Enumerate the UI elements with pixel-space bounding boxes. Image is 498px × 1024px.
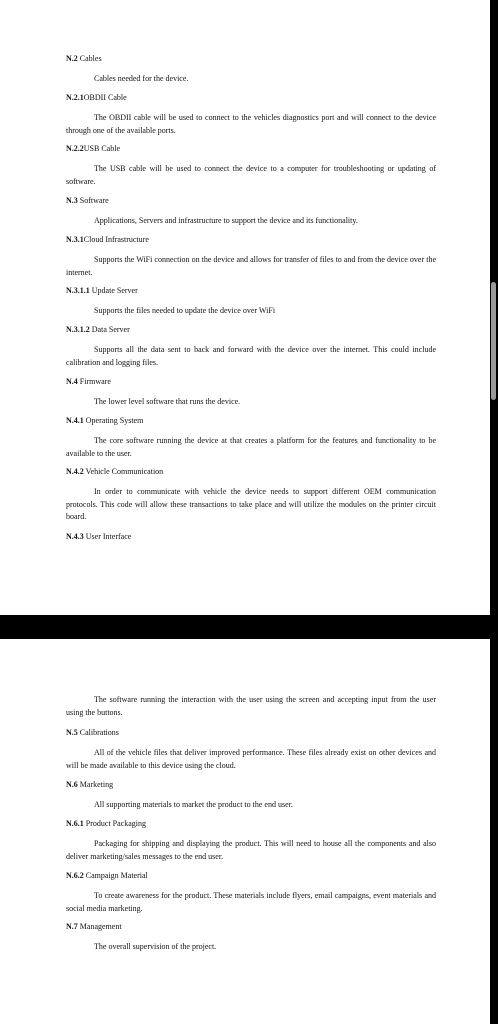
section-body: All of the vehicle files that deliver improved performance. These files already exist on other devices and will be made available to this device using the cloud.	[66, 748, 436, 770]
section-n3	[66, 196, 436, 228]
section-heading: N.6.1 Product Packaging	[66, 819, 146, 828]
section-n4-3-continued	[66, 694, 436, 719]
section-heading: N.4.1 Operating System	[66, 416, 144, 425]
section-n6	[66, 780, 436, 812]
section-body: The core software running the device at that creates a platform for the features and functionality to be available to the user.	[66, 436, 436, 458]
section-heading: N.4.2 Vehicle Communication	[66, 467, 164, 476]
section-n3-1-2	[66, 325, 436, 369]
section-n4-2	[66, 467, 436, 524]
section-heading: N.4 Firmware	[66, 377, 111, 386]
section-heading: N.2.2USB Cable	[66, 144, 121, 153]
section-n6-2	[66, 871, 436, 915]
section-body: To create awareness for the product. These materials include flyers, email campaigns, event materials and social media marketing.	[66, 891, 436, 913]
section-body: The OBDII cable will be used to connect to the vehicles diagnostics port and will connect to the device through one of the available ports.	[66, 113, 436, 135]
section-heading: N.3.1.1 Update Server	[66, 286, 138, 295]
section-heading: N.2 Cables	[66, 54, 102, 63]
section-heading: N.5 Calibrations	[66, 728, 119, 737]
section-body: The USB cable will be used to connect the device to a computer for troubleshooting or updating of software.	[66, 164, 436, 186]
section-body: Packaging for shipping and displaying the product. This will need to house all the components and also deliver marketing/sales messages to the end user.	[66, 839, 436, 861]
section-heading: N.6 Marketing	[66, 780, 114, 789]
section-body: Cables needed for the device.	[94, 74, 189, 83]
document-page-2	[0, 639, 490, 1024]
section-body: Supports all the data sent to back and forward with the device over the internet. This could include calibration and logging files.	[66, 345, 436, 367]
section-body: Supports the WiFi connection on the device and allows for transfer of files to and from the device over the internet.	[66, 255, 436, 277]
section-body: Applications, Servers and infrastructure to support the device and its functionality.	[94, 216, 358, 225]
section-heading: N.2.1OBDII Cable	[66, 93, 127, 102]
section-body: The lower level software that runs the device.	[94, 397, 241, 406]
section-n2-1	[66, 93, 436, 137]
section-n3-1	[66, 235, 436, 279]
section-heading: N.3 Software	[66, 196, 109, 205]
section-heading: N.7 Management	[66, 922, 122, 931]
section-n7	[66, 922, 436, 954]
section-heading: N.3.1Cloud Infrastructure	[66, 235, 149, 244]
section-body: Supports the files needed to update the device over WiFi	[94, 306, 276, 315]
section-n4	[66, 377, 436, 409]
section-body: All supporting materials to market the product to the end user.	[94, 800, 293, 809]
section-heading: N.4.3 User Interface	[66, 532, 132, 541]
section-heading: N.3.1.2 Data Server	[66, 325, 130, 334]
section-body: In order to communicate with vehicle the device needs to support different OEM communication protocols. This code will allow these transactions to take place and will utilize the modules on the printer circuit board.	[66, 487, 436, 521]
section-body: The software running the interaction with the user using the screen and accepting input from the user using the buttons.	[66, 695, 436, 717]
scrollbar-thumb[interactable]	[491, 282, 496, 400]
section-n3-1-1	[66, 286, 436, 318]
section-heading: N.6.2 Campaign Material	[66, 871, 148, 880]
section-n4-1	[66, 416, 436, 460]
section-n2	[66, 54, 436, 86]
section-n6-1	[66, 819, 436, 863]
section-n4-3	[66, 532, 436, 542]
section-n2-2	[66, 144, 436, 188]
section-body: The overall supervision of the project.	[94, 942, 217, 951]
section-n5	[66, 728, 436, 772]
